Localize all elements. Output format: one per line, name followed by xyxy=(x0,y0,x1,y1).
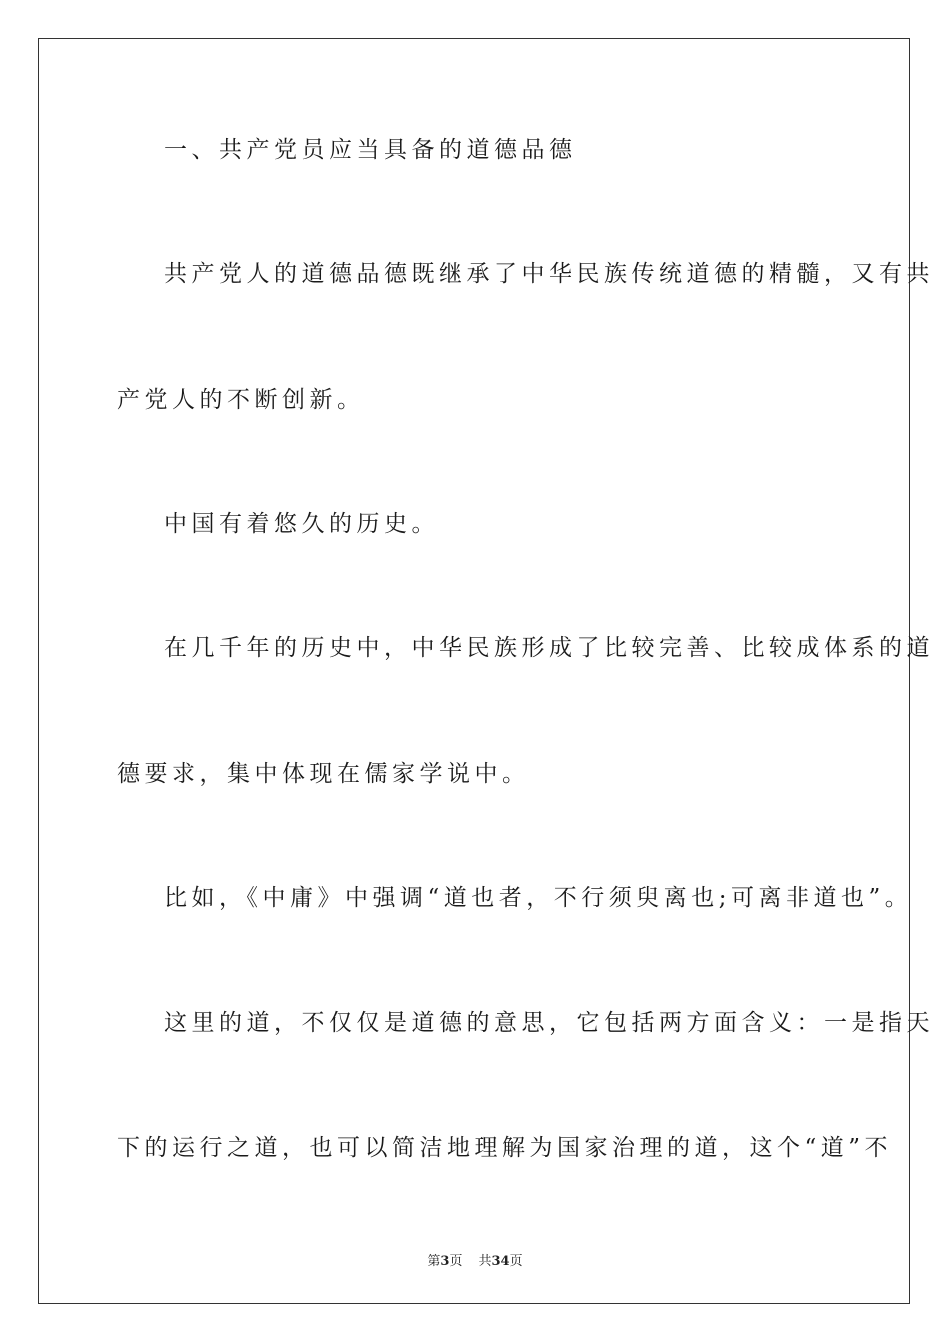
paragraph-line: 比如，《中庸》中强调“道也者，不行须臾离也;可离非道也”。 xyxy=(164,885,913,911)
page-footer xyxy=(0,1250,950,1269)
paragraph-line: 这里的道，不仅仅是道德的意思，它包括两方面含义：一是指天 xyxy=(164,1010,934,1036)
paragraph-line: 产党人的不断创新。 xyxy=(117,387,365,413)
paragraph-line: 共产党人的道德品德既继承了中华民族传统道德的精髓，又有共 xyxy=(164,261,934,287)
page-label-prefix: 第 xyxy=(427,1254,441,1269)
paragraph-line: 在几千年的历史中，中华民族形成了比较完善、比较成体系的道 xyxy=(164,635,934,661)
page-number: 3 xyxy=(440,1254,450,1269)
page-frame xyxy=(38,38,913,1304)
page-label-suffix: 页 xyxy=(449,1254,463,1269)
section-heading: 一、共产党员应当具备的道德品德 xyxy=(164,137,577,163)
paragraph-line: 德要求，集中体现在儒家学说中。 xyxy=(117,761,530,787)
paragraph-line: 中国有着悠久的历史。 xyxy=(164,511,439,537)
total-pages: 34 xyxy=(491,1254,510,1269)
paragraph-line: 下的运行之道，也可以简洁地理解为国家治理的道，这个“道”不 xyxy=(117,1135,893,1161)
total-label-prefix: 共 xyxy=(478,1254,492,1269)
total-label-suffix: 页 xyxy=(509,1254,523,1269)
